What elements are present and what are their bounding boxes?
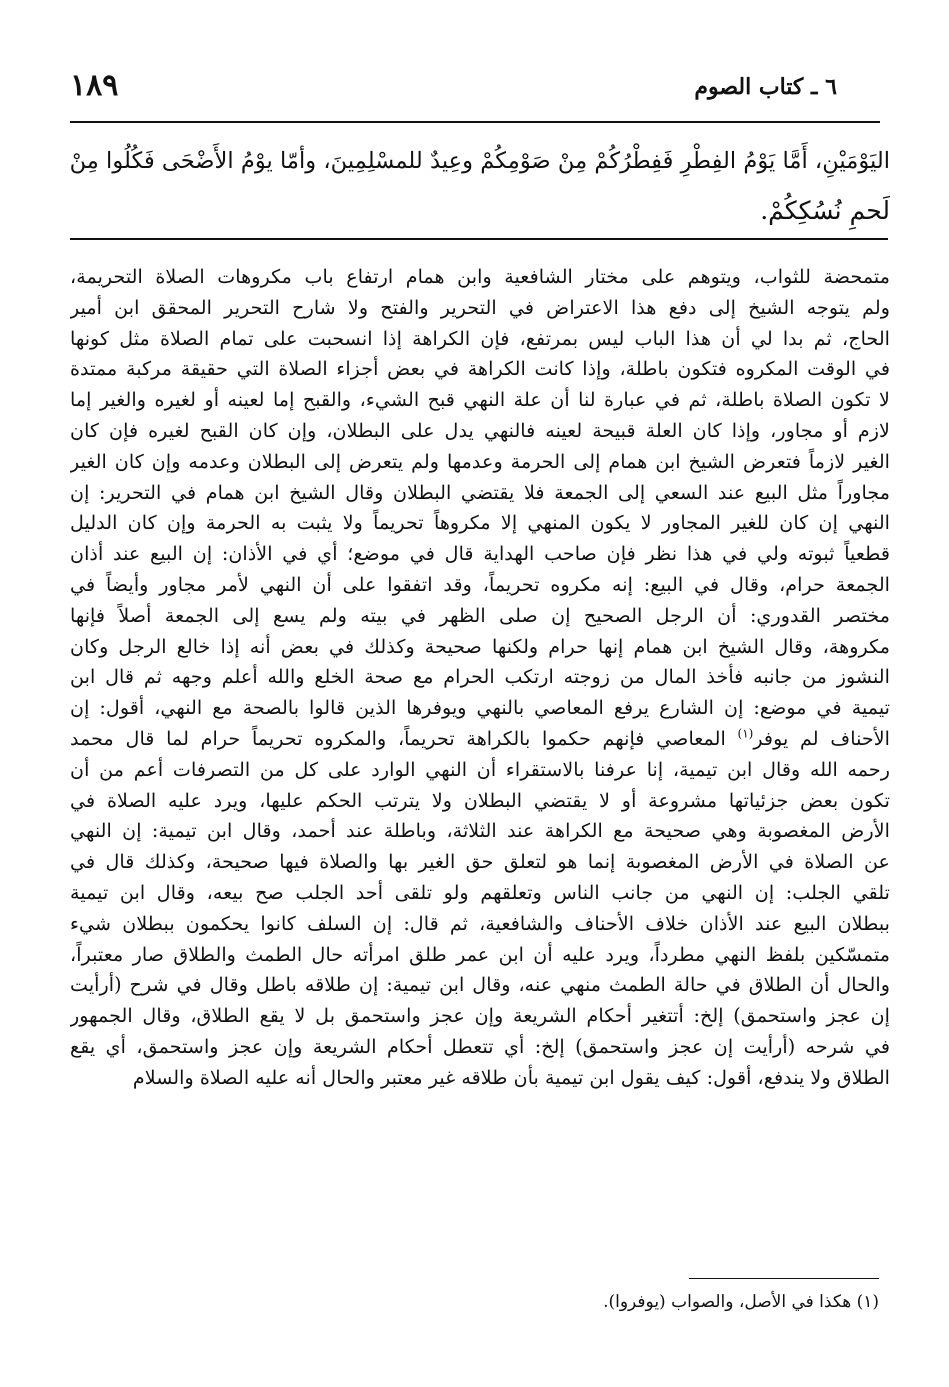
text-line: الجمعة حرام، وقال في البيع: إنه مكروه تحريماً، وقد اتفقوا على أن النهي لأمر مجاور وأيضاً في	[70, 572, 890, 596]
footnote-reference[interactable]: (١)	[737, 726, 754, 741]
text-line: تيمية في موضع: إن الشارع يرفع المعاصي بالنهي ويوفرها الذين قالوا بالصحة مع النهي، أقول: إن	[70, 696, 890, 720]
text-line: الطلاق ولا يندفع، أقول: كيف يقول ابن تيمية بأن طلاقه غير معتبر والحال أنه عليه الصلاة والسلام	[132, 1065, 890, 1089]
text-line: مختصر القدوري: أن الرجل الصحيح إن صلى الظهر في بيته ولم يسع إلى الجمعة أصلاً فإنها	[70, 603, 890, 627]
text-line: الحاج، ثم بدا لي أن هذا الباب ليس بمرتفع، فإن الكراهة إذا انسحبت على تمام الصلاة مثل كونها	[70, 326, 890, 350]
text-line: لا تكون الصلاة باطلة، ثم في عبارة لنا أن علة النهي قبح الشيء، والقبح إما لعينه أو لغيره والغير إما	[70, 388, 890, 412]
text-line: لازم أو مجاور، وإذا كان العلة قبيحة لعينه فالنهي يدل على البطلان، وإن كان القبح لغيره فإن كان	[70, 418, 890, 442]
text-line: متمحضة للثواب، ويتوهم على مختار الشافعية وابن همام ارتفاع باب مكروهات الصلاة التحريمة،	[70, 265, 890, 288]
text-segment: الأحناف لم يوفر	[753, 726, 890, 750]
text-line-with-footnote	[70, 724, 890, 755]
text-line: النشوز من جانبه فأخذ المال من زوجته ارتكب الحرام مع صحة الخلع والله أعلم وجهه ثم قال ابن	[70, 665, 890, 689]
text-line: في شرحه (أرأيت إن عجز واستحمق) إلخ: أي تتعطل أحكام الشريعة وإن عجز واستحمق، أي يقع	[70, 1034, 890, 1058]
text-line: متمسّكين بلفظ النهي مطرداً، ويرد عليه أن ابن عمر طلق امرأته حال الطمث والطلاق صار معتبراً،	[70, 942, 890, 966]
text-line: تلقي الجلب: إن النهي من جانب الناس وتعلقهم ولو تلقى أحد الجلب صح بيعه، وقال ابن تيمية	[70, 880, 890, 904]
text-line: ولم يتوجه الشيخ إلى دفع هذا الاعتراض في التحرير والفتح ولا شارح التحرير المحقق ابن أمير	[70, 295, 890, 319]
page-number: ١٨٩	[70, 68, 119, 103]
text-line: والحال أن الطلاق في حالة الطمث منهي عنه، وقال ابن تيمية: إن طلاقه باطل وقال في شرح (أرأيت	[70, 973, 890, 997]
text-line: تكون بعض جزئياتها مشروعة أو لا يقتضي البطلان ولا يترتب الحكم عليها، ويرد عليه الصلاة في	[70, 788, 890, 812]
footnote-rule	[689, 1278, 879, 1279]
text-line: رحمه الله وقال ابن تيمية، إنا عرفنا بالاستقراء أن النهي الوارد على كل من التصرفات أعم من أن	[70, 757, 890, 781]
footnote: (١) هكذا في الأصل، والصواب (يوفروا).	[603, 1292, 879, 1312]
text-line: مكروهة، وقال الشيخ ابن همام إنها حرام ولكنها صحيحة وكذلك في بعض أنه إذا خالع الرجل وكان	[70, 634, 890, 658]
text-line: الأرض المغصوبة وهي صحيحة مع الكراهة عند الثلاثة، وباطلة عند أحمد، وقال ابن تيمية: إن النهي	[70, 819, 890, 843]
text-line: الغير لازماً فتعرض الشيخ ابن همام إلى الحرمة وعدمها ولم يتعرض إلى البطلان وعدمه وإن كان الغير	[70, 449, 890, 473]
text-line: النهي إن كان للغير المجاور لا يكون المنهي إلا مكروهاً تحريماً ولا يثبت به الحرمة وإن كان الدليل	[70, 511, 890, 535]
chapter-title: ٦ ـ كتاب الصوم	[694, 74, 837, 100]
text-line: مجاوراً مثل البيع عند السعي إلى الجمعة فلا يقتضي البطلان وقال الشيخ ابن همام في التحرير: إن	[70, 480, 890, 504]
commentary-text	[70, 262, 890, 1094]
text-line: في الوقت المكروه فتكون باطلة، وإذا كانت الكراهة في بعض أجزاء الصلاة التي حقيقة مركبة ممتدة	[70, 357, 890, 381]
text-line: عن الصلاة في الأرض المغصوبة إنما هو لتعلق حق الغير بها والصلاة فيها صحيحة، وكذلك قال في	[70, 850, 890, 874]
text-line: قطعياً ثبوته ولي في هذا نظر فإن صاحب الهداية قال في موضع؛ أي في الأذان: إن البيع عند أذان	[70, 542, 890, 566]
body-rule	[70, 238, 888, 240]
header-rule	[70, 121, 880, 123]
text-segment: المعاصي فإنهم حكموا بالكراهة تحريماً، والمكروه تحريماً حرام لما قال محمد	[70, 726, 726, 750]
hadith-line: لَحمِ نُسُكِكُمْ.	[760, 196, 890, 225]
text-line: ببطلان البيع عند الأذان خلاف الأحناف والشافعية، ثم قال: إن السلف كانوا يحكمون ببطلان شيء	[70, 911, 890, 935]
hadith-line: اليَوْمَيْنِ، أَمَّا يَوْمُ الفِطْرِ فَفِطْرُكُمْ مِنْ صَوْمِكُمْ وعِيدٌ للمسْلِمِينَ، وأمّا يوْمُ الأَضْحَى فَكُلُوا مِنْ	[69, 148, 890, 174]
text-line: إن عجز واستحمق) إلخ: أتتغير أحكام الشريعة وإن عجز واستحمق بل لا يقع الطلاق، وقال الجمهور	[70, 1004, 890, 1028]
hadith-text	[70, 136, 890, 236]
